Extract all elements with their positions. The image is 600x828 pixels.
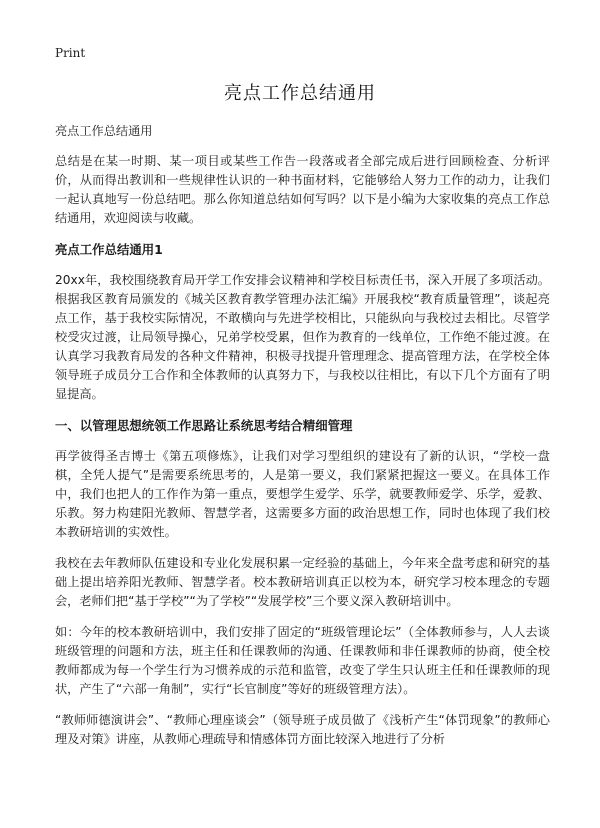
print-link[interactable]: Print: [55, 46, 86, 60]
subheading-1: 一、以管理思想统领工作思路让系统思考结合精细管理: [55, 418, 353, 433]
intro-paragraph: 总结是在某一时期、某一项目或某些工作告一段落或者全部完成后进行回顾检查、分析评价，从而得出教训和一些规律性认识的一种书面材料，它能够给人努力工作的动力，让我们一起认真地写一份总结吧。那么你知道总结如何写吗？以下是小编为大家收集的亮点工作总结通用，欢迎阅读与收藏。: [55, 154, 550, 225]
article-subtitle: 亮点工作总结通用: [55, 124, 153, 138]
page-title: 亮点工作总结通用: [224, 83, 376, 104]
paragraph-4: 如：今年的校本教研培训中，我们安排了固定的“班级管理论坛”（全体教师参与，人人去谈班级管理的问题和方法，班主任和任课教师的沟通、任课教师和非任课教师的协商，使全校教师都成为每一个学生行为习惯养成的示范和监管，改变了学生只认班主任和任课教师的现状，产生了“六部一角制”，实行“长官制度”等好的班级管理方法）。: [55, 625, 550, 696]
paragraph-3: 我校在去年教师队伍建设和专业化发展积累一定经验的基础上，今年来全盘考虑和研究的基础上提出培养阳光教师、智慧学者。校本教研培训真正以校为本，研究学习校本理念的专题会，老师们把“基于学校”“为了学校”“发展学校”三个要义深入教研培训中。: [55, 556, 550, 608]
paragraph-2: 再学彼得圣吉博士《第五项修炼》，让我们对学习型组织的建设有了新的认识，“学校一盘棋，全凭人提气”是需要系统思考的，人是第一要义，我们紧紧把握这一要义。在具体工作中，我们也把人的工作作为第一重点，要想学生爱学、乐学，就要教师爱学、乐学，爱教、乐教。努力构建阳光教师、智慧学者，这需要多方面的政治思想工作，同时也体现了我们校本教研培训的实效性。: [55, 449, 550, 539]
article-body: [55, 122, 550, 761]
section-heading: 亮点工作总结通用1: [55, 242, 163, 257]
section-paragraph-1: 20xx年，我校围绕教育局开学工作安排会议精神和学校目标责任书，深入开展了多项活动。根据我区教育局颁发的《城关区教育教学管理办法汇编》开展我校“教育质量管理”，谈起亮点工作，基于我校实际情况，不敢横向与先进学校相比，只能纵向与我校过去相比。尽管学校受灾过渡，让局领导操心，兄弟学校受累，但作为教育的一线单位，工作绝不能过渡。在认真学习我教育局发的各种文件精神，积极寻找提升管理理念、提高管理方法，在学校全体领导班子成员分工合作和全体教师的认真努力下，与我校以往相比，有以下几个方面有了明显提高。: [55, 273, 550, 401]
paragraph-5: “教师师德演讲会”、“教师心理座谈会”（领导班子成员做了《浅析产生“体罚现象”的教师心理及对策》讲座，从教师心理疏导和情感体罚方面比较深入地进行了分析: [55, 713, 550, 746]
